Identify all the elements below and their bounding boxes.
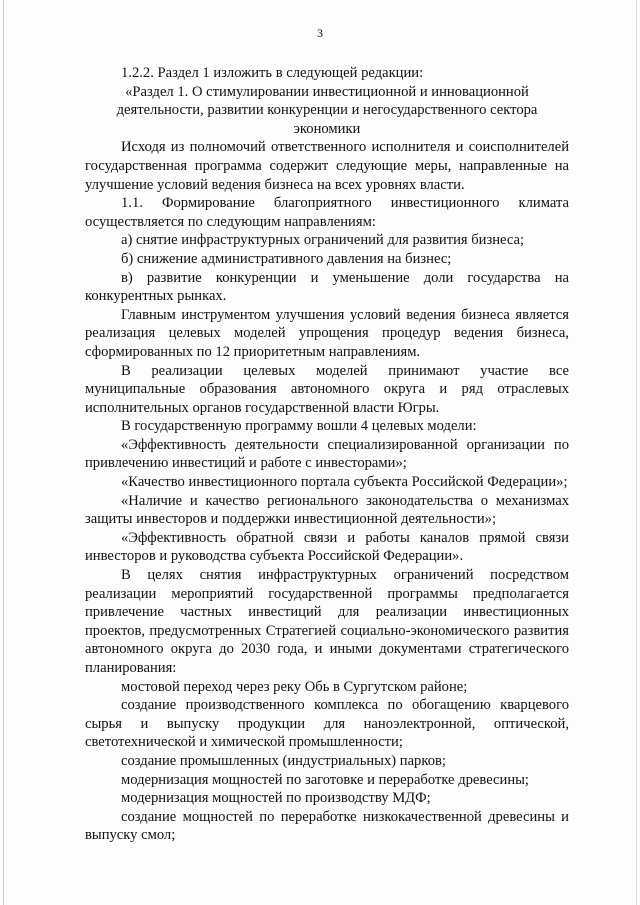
target-model-1: «Эффективность деятельности специализированной организации по привлечению инвестиций и работе с инвесторами»;	[85, 436, 569, 472]
target-model-2: «Качество инвестиционного портала субъекта Российской Федерации»;	[121, 474, 568, 491]
paragraph-section-amendment: 1.2.2. Раздел 1 изложить в следующей редакции:	[121, 65, 424, 81]
section-title: «Раздел 1. О стимулировании инвестиционной и инновационной деятельности, развитии конкуренции и негосударственного сектора экономики	[116, 83, 538, 137]
document-body	[85, 64, 569, 845]
project-low-grade-wood: создание мощностей по переработке низкокачественной древесины и выпуску смол;	[85, 808, 569, 844]
paragraph-implementation: В реализации целевых моделей принимают участие все муниципальные образования автономного округа и ряд отраслевых исполнительных органов государственной власти Югры.	[85, 362, 569, 416]
paragraph-infrastructure: В целях снятия инфраструктурных ограничений посредством реализации мероприятий государственной программы предполагается привлечение частных инвестиций для реализации инвестиционных проектов, предусмотренных Стратегией социально-экономического развития автономного округа до 2030 года, и иными документами стратегического планирования:	[85, 567, 569, 676]
project-mdf: модернизация мощностей по производству МДФ;	[121, 790, 431, 807]
paragraph-target-models: В государственную программу вошли 4 целевых модели:	[121, 418, 477, 435]
target-model-4: «Эффективность обратной связи и работы каналов прямой связи инвесторов и руководства субъекта Российской Федерации».	[85, 529, 569, 565]
project-wood-processing: модернизация мощностей по заготовке и переработке древесины;	[121, 771, 529, 788]
paragraph-investment-climate: 1.1. Формирование благоприятного инвестиционного климата осуществляется по следующим направлениям:	[85, 195, 569, 230]
scan-edge-right	[636, 0, 637, 905]
project-quartz: создание производственного комплекса по обогащению кварцевого сырья и выпуску продукции для наноэлектронной, оптической, светотехнической и химической промышленности;	[85, 697, 569, 751]
paragraph-intro: Исходя из полномочий ответственного исполнителя и соисполнителей государственная программа содержит следующие меры, направленные на улучшение условий ведения бизнеса на всех уровнях власти.	[85, 139, 569, 193]
project-bridge: мостовой переход через реку Обь в Сургутском районе;	[121, 678, 468, 695]
project-industrial-parks: создание промышленных (индустриальных) парков;	[121, 752, 446, 769]
paragraph-main-instrument: Главным инструментом улучшения условий ведения бизнеса является реализация целевых моделей упрощения процедур ведения бизнеса, сформированных по 12 приоритетным направлениям.	[85, 306, 569, 360]
list-item-c: в) развитие конкуренции и уменьшение доли государства на конкурентных рынках.	[85, 269, 569, 305]
list-item-a: а) снятие инфраструктурных ограничений для развития бизнеса;	[121, 232, 525, 249]
list-item-b: б) снижение административного давления на бизнес;	[121, 250, 452, 267]
page-number: 3	[317, 26, 323, 40]
scan-edge-left	[3, 0, 4, 905]
target-model-3: «Наличие и качество регионального законодательства о механизмах защиты инвесторов и поддержки инвестиционной деятельности»;	[85, 492, 569, 528]
